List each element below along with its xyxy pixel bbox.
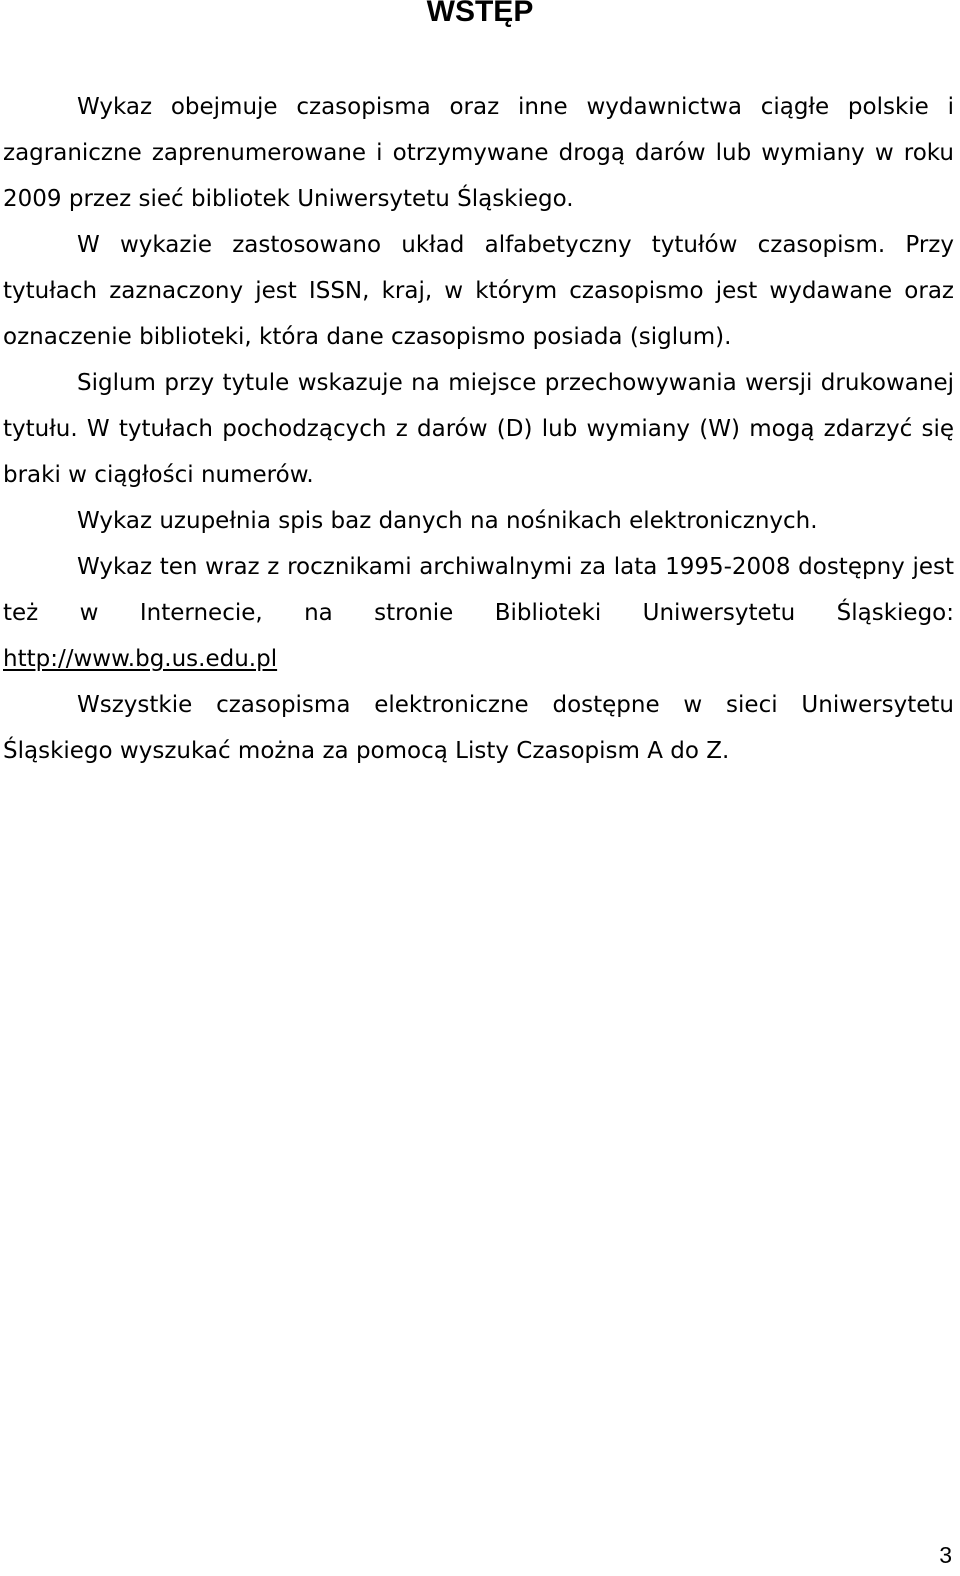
page-number: 3 [939,1542,952,1568]
paragraph-siglum [3,360,954,498]
paragraph-text: Wykaz ten wraz z rocznikami archiwalnymi za lata 1995-2008 dostępny jest też w Internecie, na stronie Biblioteki Uniwersytetu Śląskiego: [3,554,954,626]
paragraph-text: Wykaz uzupełnia spis baz danych na nośnikach elektronicznych. [77,508,818,534]
paragraph-supplement [3,498,954,544]
paragraph-text: Wszystkie czasopisma elektroniczne dostępne w sieci Uniwersytetu Śląskiego wyszukać można za pomocą Listy Czasopism A do Z. [3,692,954,764]
paragraph-intro [3,84,954,222]
paragraph-text: Siglum przy tytule wskazuje na miejsce przechowywania wersji drukowanej tytułu. W tytułach pochodzących z darów (D) lub wymiany (W) mogą zdarzyć się braki w ciągłości numerów. [3,370,954,488]
paragraph-electronic [3,682,954,774]
paragraph-text: W wykazie zastosowano układ alfabetyczny tytułów czasopism. Przy tytułach zaznaczony jest ISSN, kraj, w którym czasopismo jest wydawane oraz oznaczenie biblioteki, która dane czasopismo posiada (siglum). [3,232,954,350]
paragraph-internet [3,544,954,682]
paragraph-text: Wykaz obejmuje czasopisma oraz inne wydawnictwa ciągłe polskie i zagraniczne zaprenumerowane i otrzymywane drogą darów lub wymiany w roku 2009 przez sieć bibliotek Uniwersytetu Śląskiego. [3,94,954,212]
page-title: WSTĘP [426,0,534,28]
paragraph-layout [3,222,954,360]
document-body [3,84,954,774]
library-website-link[interactable]: http://www.bg.us.edu.pl [3,646,278,672]
